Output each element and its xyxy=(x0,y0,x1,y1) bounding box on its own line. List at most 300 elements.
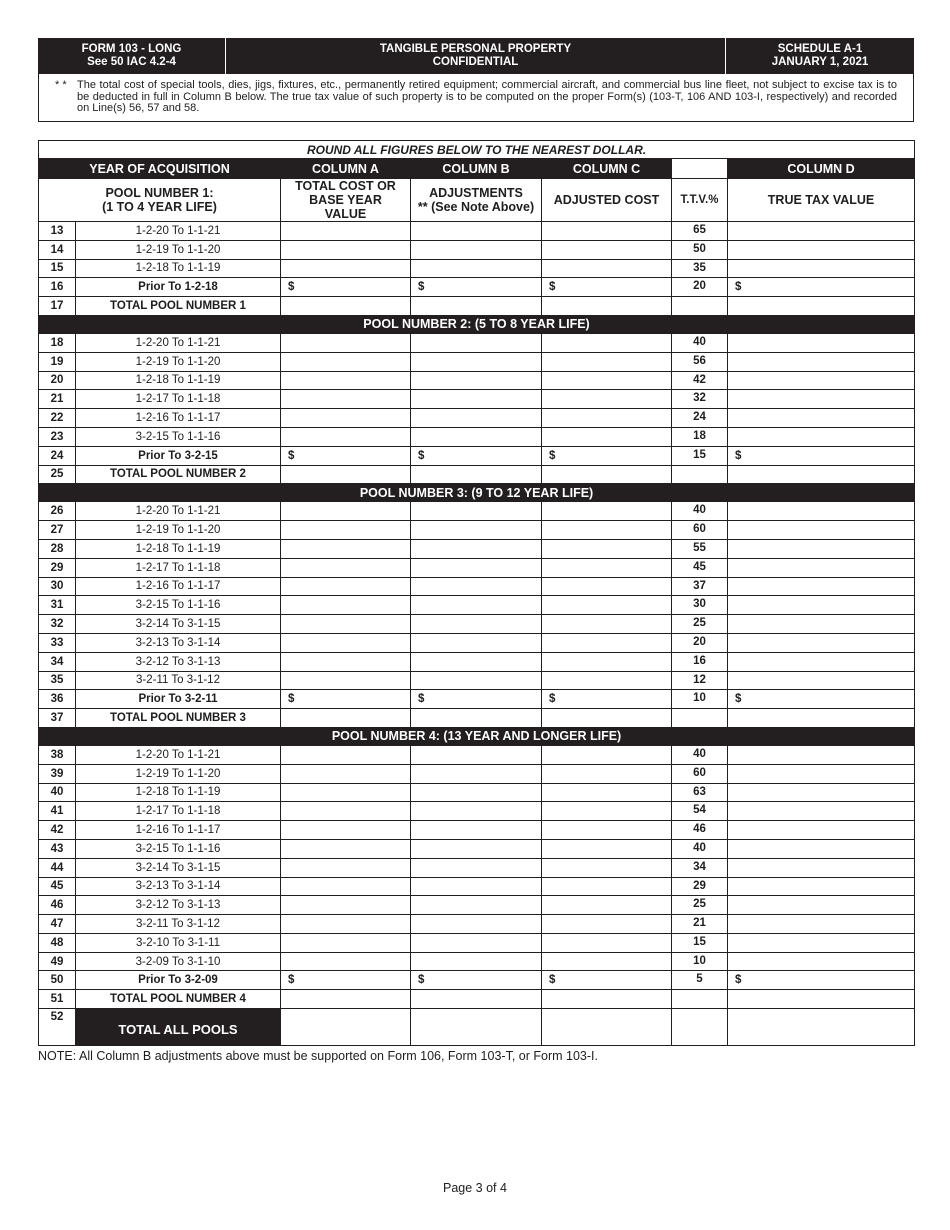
column-d-field[interactable] xyxy=(728,952,915,971)
table-row xyxy=(39,858,915,877)
year-of-acquisition-cell: 1-2-20 To 1-1-21 xyxy=(76,745,281,764)
line-number: 43 xyxy=(39,839,76,858)
column-c-total-field[interactable] xyxy=(542,1009,672,1046)
column-b-field[interactable] xyxy=(411,390,542,409)
column-c-field[interactable] xyxy=(542,521,672,540)
pool-header-row xyxy=(39,727,915,745)
ttv-percent: 21 xyxy=(672,915,728,934)
line-number: 35 xyxy=(39,671,76,690)
column-d-field[interactable] xyxy=(728,558,915,577)
column-b-field[interactable] xyxy=(411,371,542,390)
table-row xyxy=(39,839,915,858)
column-d-field[interactable] xyxy=(728,783,915,802)
column-d-field[interactable] xyxy=(728,933,915,952)
year-of-acquisition-cell: 3-2-11 To 3-1-12 xyxy=(76,915,281,934)
column-b-field[interactable] xyxy=(411,896,542,915)
column-d-field[interactable] xyxy=(728,502,915,521)
column-d-field[interactable] xyxy=(728,764,915,783)
column-a-field[interactable] xyxy=(281,952,411,971)
special-tools-note xyxy=(38,74,914,122)
column-d-field[interactable]: $ xyxy=(728,971,915,990)
column-d-field[interactable] xyxy=(728,896,915,915)
table-row xyxy=(39,745,915,764)
year-of-acquisition-cell: TOTAL POOL NUMBER 3 xyxy=(76,709,281,728)
column-a-field[interactable] xyxy=(281,671,411,690)
column-b-field[interactable] xyxy=(411,596,542,615)
year-of-acquisition-cell: TOTAL POOL NUMBER 1 xyxy=(76,297,281,316)
column-b-field[interactable] xyxy=(411,352,542,371)
column-a-field[interactable] xyxy=(281,990,411,1009)
line-number: 51 xyxy=(39,990,76,1009)
table-row xyxy=(39,297,915,316)
column-a-field[interactable] xyxy=(281,783,411,802)
table-row xyxy=(39,465,915,484)
column-c-field[interactable] xyxy=(542,990,672,1009)
column-b-field[interactable] xyxy=(411,671,542,690)
column-a-field[interactable] xyxy=(281,615,411,634)
column-a-field[interactable] xyxy=(281,596,411,615)
ttv-percent: 40 xyxy=(672,333,728,352)
year-of-acquisition-cell: TOTAL POOL NUMBER 4 xyxy=(76,990,281,1009)
column-b-total-field[interactable] xyxy=(411,1009,542,1046)
year-of-acquisition-cell: 1-2-18 To 1-1-19 xyxy=(76,783,281,802)
ttv-percent: 18 xyxy=(672,427,728,446)
column-b-field[interactable] xyxy=(411,259,542,278)
column-d-field[interactable] xyxy=(728,990,915,1009)
column-c-field[interactable] xyxy=(542,465,672,484)
column-a-field[interactable] xyxy=(281,465,411,484)
column-b-field[interactable]: $ xyxy=(411,278,542,297)
ttv-header-gap xyxy=(672,159,728,179)
column-c-field[interactable] xyxy=(542,858,672,877)
year-of-acquisition-cell: 3-2-09 To 3-1-10 xyxy=(76,952,281,971)
schedule-table-container xyxy=(38,140,914,1046)
column-a-total-field[interactable] xyxy=(281,1009,411,1046)
column-b-field[interactable] xyxy=(411,502,542,521)
form-id-block xyxy=(38,38,226,74)
table-row xyxy=(39,502,915,521)
column-c-field[interactable] xyxy=(542,633,672,652)
line-number: 49 xyxy=(39,952,76,971)
column-a-field[interactable] xyxy=(281,877,411,896)
column-b-field[interactable] xyxy=(411,427,542,446)
year-of-acquisition-cell: TOTAL POOL NUMBER 2 xyxy=(76,465,281,484)
column-a-field[interactable] xyxy=(281,858,411,877)
pool-title: POOL NUMBER 2: (5 TO 8 YEAR LIFE) xyxy=(39,315,915,333)
line-number: 20 xyxy=(39,371,76,390)
year-of-acquisition-cell: 1-2-20 To 1-1-21 xyxy=(76,333,281,352)
table-row xyxy=(39,240,915,259)
line-number: 31 xyxy=(39,596,76,615)
pool-1-heading-title: POOL NUMBER 1: xyxy=(105,186,214,200)
column-c-field[interactable] xyxy=(542,764,672,783)
column-d-field[interactable] xyxy=(728,652,915,671)
column-a-field[interactable] xyxy=(281,240,411,259)
column-c-field[interactable] xyxy=(542,558,672,577)
column-c-field[interactable] xyxy=(542,652,672,671)
table-row xyxy=(39,652,915,671)
line-number: 23 xyxy=(39,427,76,446)
column-c-field[interactable] xyxy=(542,952,672,971)
table-row xyxy=(39,877,915,896)
column-b-field[interactable] xyxy=(411,615,542,634)
column-c-field[interactable] xyxy=(542,577,672,596)
year-of-acquisition-cell: 1-2-18 To 1-1-19 xyxy=(76,539,281,558)
column-d-field[interactable] xyxy=(728,521,915,540)
column-a-field[interactable] xyxy=(281,802,411,821)
column-b-field[interactable] xyxy=(411,521,542,540)
year-of-acquisition-cell: 1-2-16 To 1-1-17 xyxy=(76,409,281,428)
adjusted-cost-subheader: ADJUSTED COST xyxy=(542,179,672,222)
column-b-field[interactable] xyxy=(411,952,542,971)
ttv-percent: 20 xyxy=(672,278,728,297)
column-a-field[interactable]: $ xyxy=(281,971,411,990)
column-a-field[interactable] xyxy=(281,821,411,840)
year-of-acquisition-cell: 1-2-17 To 1-1-18 xyxy=(76,558,281,577)
table-row xyxy=(39,633,915,652)
year-of-acquisition-cell: 3-2-13 To 3-1-14 xyxy=(76,877,281,896)
line-number: 32 xyxy=(39,615,76,634)
column-d-field[interactable] xyxy=(728,352,915,371)
column-a-header: COLUMN A xyxy=(281,159,411,179)
column-b-field[interactable] xyxy=(411,745,542,764)
line-number: 33 xyxy=(39,633,76,652)
column-b-field[interactable] xyxy=(411,821,542,840)
column-a-field[interactable] xyxy=(281,502,411,521)
column-d-field[interactable] xyxy=(728,371,915,390)
column-d-field[interactable] xyxy=(728,333,915,352)
line-number: 17 xyxy=(39,297,76,316)
table-row xyxy=(39,821,915,840)
column-d-total-field[interactable] xyxy=(728,1009,915,1046)
column-a-field[interactable] xyxy=(281,333,411,352)
ttv-percent: 29 xyxy=(672,877,728,896)
column-d-field[interactable] xyxy=(728,577,915,596)
year-of-acquisition-cell: 1-2-17 To 1-1-18 xyxy=(76,390,281,409)
column-b-field[interactable] xyxy=(411,764,542,783)
table-row xyxy=(39,521,915,540)
line-number: 50 xyxy=(39,971,76,990)
line-number: 38 xyxy=(39,745,76,764)
form-title-block xyxy=(226,38,726,74)
line-number: 21 xyxy=(39,390,76,409)
column-b-field[interactable] xyxy=(411,915,542,934)
table-row xyxy=(39,952,915,971)
table-row xyxy=(39,971,915,990)
table-row xyxy=(39,896,915,915)
column-d-field[interactable] xyxy=(728,745,915,764)
column-d-field[interactable] xyxy=(728,222,915,241)
table-row xyxy=(39,802,915,821)
column-b-field[interactable] xyxy=(411,297,542,316)
year-of-acquisition-cell: 3-2-11 To 3-1-12 xyxy=(76,671,281,690)
column-d-field[interactable] xyxy=(728,427,915,446)
column-a-field[interactable]: $ xyxy=(281,446,411,465)
column-a-field[interactable] xyxy=(281,259,411,278)
column-c-field[interactable] xyxy=(542,259,672,278)
column-c-field[interactable]: $ xyxy=(542,278,672,297)
column-b-field[interactable] xyxy=(411,877,542,896)
ttv-percent: 50 xyxy=(672,240,728,259)
column-c-field[interactable] xyxy=(542,502,672,521)
column-c-field[interactable] xyxy=(542,709,672,728)
column-c-field[interactable] xyxy=(542,671,672,690)
line-number: 18 xyxy=(39,333,76,352)
column-b-field[interactable] xyxy=(411,990,542,1009)
table-row xyxy=(39,783,915,802)
ttv-percent: 10 xyxy=(672,952,728,971)
column-b-field[interactable] xyxy=(411,577,542,596)
column-b-field[interactable] xyxy=(411,858,542,877)
pool-header-row xyxy=(39,315,915,333)
column-b-field[interactable]: $ xyxy=(411,971,542,990)
ttv-percent: 40 xyxy=(672,502,728,521)
form-number: FORM 103 - LONG xyxy=(81,43,182,55)
ttv-percent xyxy=(672,297,728,316)
column-b-field[interactable] xyxy=(411,539,542,558)
column-c-field[interactable] xyxy=(542,409,672,428)
column-b-field[interactable] xyxy=(411,839,542,858)
line-number: 45 xyxy=(39,877,76,896)
column-d-field[interactable] xyxy=(728,615,915,634)
line-number: 25 xyxy=(39,465,76,484)
column-c-field[interactable] xyxy=(542,915,672,934)
year-of-acquisition-cell: 3-2-15 To 1-1-16 xyxy=(76,839,281,858)
page-number: Page 3 of 4 xyxy=(443,1181,507,1195)
column-c-field[interactable] xyxy=(542,333,672,352)
ttv-percent: 15 xyxy=(672,446,728,465)
column-d-field[interactable] xyxy=(728,915,915,934)
column-c-field[interactable] xyxy=(542,933,672,952)
column-a-field[interactable] xyxy=(281,652,411,671)
column-b-field[interactable] xyxy=(411,409,542,428)
line-number: 19 xyxy=(39,352,76,371)
year-of-acquisition-cell: Prior To 3-2-09 xyxy=(76,971,281,990)
line-number: 39 xyxy=(39,764,76,783)
column-c-field[interactable] xyxy=(542,371,672,390)
ttv-percent: 35 xyxy=(672,259,728,278)
column-d-field[interactable] xyxy=(728,465,915,484)
column-d-field[interactable] xyxy=(728,858,915,877)
column-c-field[interactable] xyxy=(542,821,672,840)
column-a-field[interactable] xyxy=(281,222,411,241)
table-row xyxy=(39,690,915,709)
column-c-field[interactable] xyxy=(542,745,672,764)
column-b-field[interactable] xyxy=(411,709,542,728)
line-number: 47 xyxy=(39,915,76,934)
column-b-field[interactable] xyxy=(411,802,542,821)
true-tax-value-subheader: TRUE TAX VALUE xyxy=(728,179,915,222)
ttv-percent: 60 xyxy=(672,521,728,540)
column-d-field[interactable] xyxy=(728,240,915,259)
year-of-acquisition-cell: 3-2-14 To 3-1-15 xyxy=(76,615,281,634)
table-row xyxy=(39,933,915,952)
column-d-field[interactable] xyxy=(728,259,915,278)
column-c-field[interactable] xyxy=(542,222,672,241)
ttv-percent: 12 xyxy=(672,671,728,690)
total-all-pools-label: TOTAL ALL POOLS xyxy=(76,1009,281,1046)
column-b-field[interactable]: $ xyxy=(411,446,542,465)
table-row xyxy=(39,333,915,352)
column-d-field[interactable] xyxy=(728,596,915,615)
ttv-percent-blank xyxy=(672,1009,728,1046)
column-d-field[interactable] xyxy=(728,839,915,858)
form-header xyxy=(38,38,914,74)
table-row xyxy=(39,539,915,558)
year-of-acquisition-cell: 3-2-10 To 3-1-11 xyxy=(76,933,281,952)
column-c-field[interactable] xyxy=(542,539,672,558)
ttv-percent xyxy=(672,465,728,484)
column-c-field[interactable] xyxy=(542,240,672,259)
column-a-field[interactable] xyxy=(281,745,411,764)
column-c-field[interactable]: $ xyxy=(542,971,672,990)
column-a-field[interactable] xyxy=(281,577,411,596)
column-d-field[interactable] xyxy=(728,671,915,690)
column-b-field[interactable] xyxy=(411,933,542,952)
year-of-acquisition-cell: 1-2-16 To 1-1-17 xyxy=(76,821,281,840)
ttv-percent: 55 xyxy=(672,539,728,558)
form-reference: See 50 IAC 4.2-4 xyxy=(87,56,176,68)
column-a-field[interactable] xyxy=(281,896,411,915)
table-row xyxy=(39,990,915,1009)
column-a-field[interactable]: $ xyxy=(281,690,411,709)
column-c-field[interactable] xyxy=(542,839,672,858)
column-d-field[interactable] xyxy=(728,709,915,728)
column-a-field[interactable] xyxy=(281,352,411,371)
column-d-field[interactable]: $ xyxy=(728,446,915,465)
note-text: The total cost of special tools, dies, jigs, fixtures, etc., permanently retired equipment; commercial aircraft, and commercial bus line fleet, not subject to excise tax is to be deducted in full in Column B below. The true tax value of such property is to be computed on the proper Form(s) (103-T, 106 AND 103-I, respectively) and recorded on Line(s) 56, 57 and 58. xyxy=(77,79,897,114)
total-cost-subheader xyxy=(281,179,411,222)
column-d-field[interactable] xyxy=(728,821,915,840)
line-number: 29 xyxy=(39,558,76,577)
column-d-field[interactable] xyxy=(728,390,915,409)
column-b-field[interactable] xyxy=(411,333,542,352)
column-b-field[interactable] xyxy=(411,240,542,259)
year-of-acquisition-cell: 1-2-19 To 1-1-20 xyxy=(76,240,281,259)
column-a-field[interactable]: $ xyxy=(281,278,411,297)
ttv-percent: 65 xyxy=(672,222,728,241)
year-of-acquisition-cell: 3-2-15 To 1-1-16 xyxy=(76,427,281,446)
column-c-field[interactable] xyxy=(542,596,672,615)
column-c-field[interactable] xyxy=(542,390,672,409)
schedule-block xyxy=(726,38,914,74)
table-row xyxy=(39,222,915,241)
ttv-percent: 16 xyxy=(672,652,728,671)
column-d-field[interactable] xyxy=(728,539,915,558)
column-d-field[interactable]: $ xyxy=(728,278,915,297)
column-d-field[interactable] xyxy=(728,802,915,821)
column-d-field[interactable] xyxy=(728,297,915,316)
table-row xyxy=(39,259,915,278)
confidential-label: CONFIDENTIAL xyxy=(432,56,519,68)
column-b-header: COLUMN B xyxy=(411,159,542,179)
column-a-field[interactable] xyxy=(281,390,411,409)
table-row xyxy=(39,446,915,465)
column-c-field[interactable] xyxy=(542,783,672,802)
column-d-field[interactable] xyxy=(728,633,915,652)
adjustments-subheader-line2: ** (See Note Above) xyxy=(417,200,535,214)
line-number: 37 xyxy=(39,709,76,728)
column-c-field[interactable] xyxy=(542,297,672,316)
column-c-field[interactable] xyxy=(542,427,672,446)
line-number: 41 xyxy=(39,802,76,821)
column-a-field[interactable] xyxy=(281,558,411,577)
line-number: 40 xyxy=(39,783,76,802)
column-a-field[interactable] xyxy=(281,409,411,428)
year-of-acquisition-cell: 1-2-19 To 1-1-20 xyxy=(76,764,281,783)
column-a-field[interactable] xyxy=(281,521,411,540)
column-c-field[interactable] xyxy=(542,802,672,821)
column-c-field[interactable]: $ xyxy=(542,446,672,465)
ttv-percent: 30 xyxy=(672,596,728,615)
column-a-field[interactable] xyxy=(281,427,411,446)
year-of-acquisition-cell: 1-2-16 To 1-1-17 xyxy=(76,577,281,596)
table-row xyxy=(39,278,915,297)
column-d-field[interactable] xyxy=(728,877,915,896)
ttv-percent xyxy=(672,990,728,1009)
column-a-field[interactable] xyxy=(281,764,411,783)
year-of-acquisition-cell: Prior To 3-2-15 xyxy=(76,446,281,465)
table-row xyxy=(39,427,915,446)
column-c-field[interactable]: $ xyxy=(542,690,672,709)
year-of-acquisition-cell: 1-2-20 To 1-1-21 xyxy=(76,502,281,521)
ttv-percent xyxy=(672,709,728,728)
column-b-field[interactable]: $ xyxy=(411,690,542,709)
column-a-field[interactable] xyxy=(281,297,411,316)
table-row xyxy=(39,671,915,690)
column-b-field[interactable] xyxy=(411,465,542,484)
rounding-instruction-row xyxy=(39,141,915,159)
year-of-acquisition-cell: 1-2-18 To 1-1-19 xyxy=(76,259,281,278)
line-number: 27 xyxy=(39,521,76,540)
line-number: 36 xyxy=(39,690,76,709)
total-cost-subheader-line2: BASE YEAR VALUE xyxy=(309,193,382,221)
column-a-field[interactable] xyxy=(281,633,411,652)
line-number: 30 xyxy=(39,577,76,596)
column-a-field[interactable] xyxy=(281,933,411,952)
total-all-pools-row xyxy=(39,1009,915,1046)
ttv-percent: 56 xyxy=(672,352,728,371)
column-c-field[interactable] xyxy=(542,877,672,896)
column-c-field[interactable] xyxy=(542,615,672,634)
column-d-field[interactable]: $ xyxy=(728,690,915,709)
year-of-acquisition-cell: 1-2-19 To 1-1-20 xyxy=(76,521,281,540)
column-a-field[interactable] xyxy=(281,371,411,390)
ttv-percent: 34 xyxy=(672,858,728,877)
column-a-field[interactable] xyxy=(281,539,411,558)
column-b-field[interactable] xyxy=(411,222,542,241)
column-a-field[interactable] xyxy=(281,915,411,934)
ttv-percent: 46 xyxy=(672,821,728,840)
column-b-field[interactable] xyxy=(411,783,542,802)
ttv-percent: 37 xyxy=(672,577,728,596)
column-b-field[interactable] xyxy=(411,558,542,577)
line-number: 48 xyxy=(39,933,76,952)
line-number: 46 xyxy=(39,896,76,915)
column-a-field[interactable] xyxy=(281,839,411,858)
line-number: 52 xyxy=(39,1009,76,1046)
column-a-field[interactable] xyxy=(281,709,411,728)
column-c-field[interactable] xyxy=(542,352,672,371)
column-d-field[interactable] xyxy=(728,409,915,428)
year-of-acquisition-cell: 3-2-15 To 1-1-16 xyxy=(76,596,281,615)
column-b-field[interactable] xyxy=(411,633,542,652)
column-c-field[interactable] xyxy=(542,896,672,915)
column-b-field[interactable] xyxy=(411,652,542,671)
schedule-table xyxy=(38,140,915,1046)
pool-title: POOL NUMBER 4: (13 YEAR AND LONGER LIFE) xyxy=(39,727,915,745)
ttv-percent: 63 xyxy=(672,783,728,802)
